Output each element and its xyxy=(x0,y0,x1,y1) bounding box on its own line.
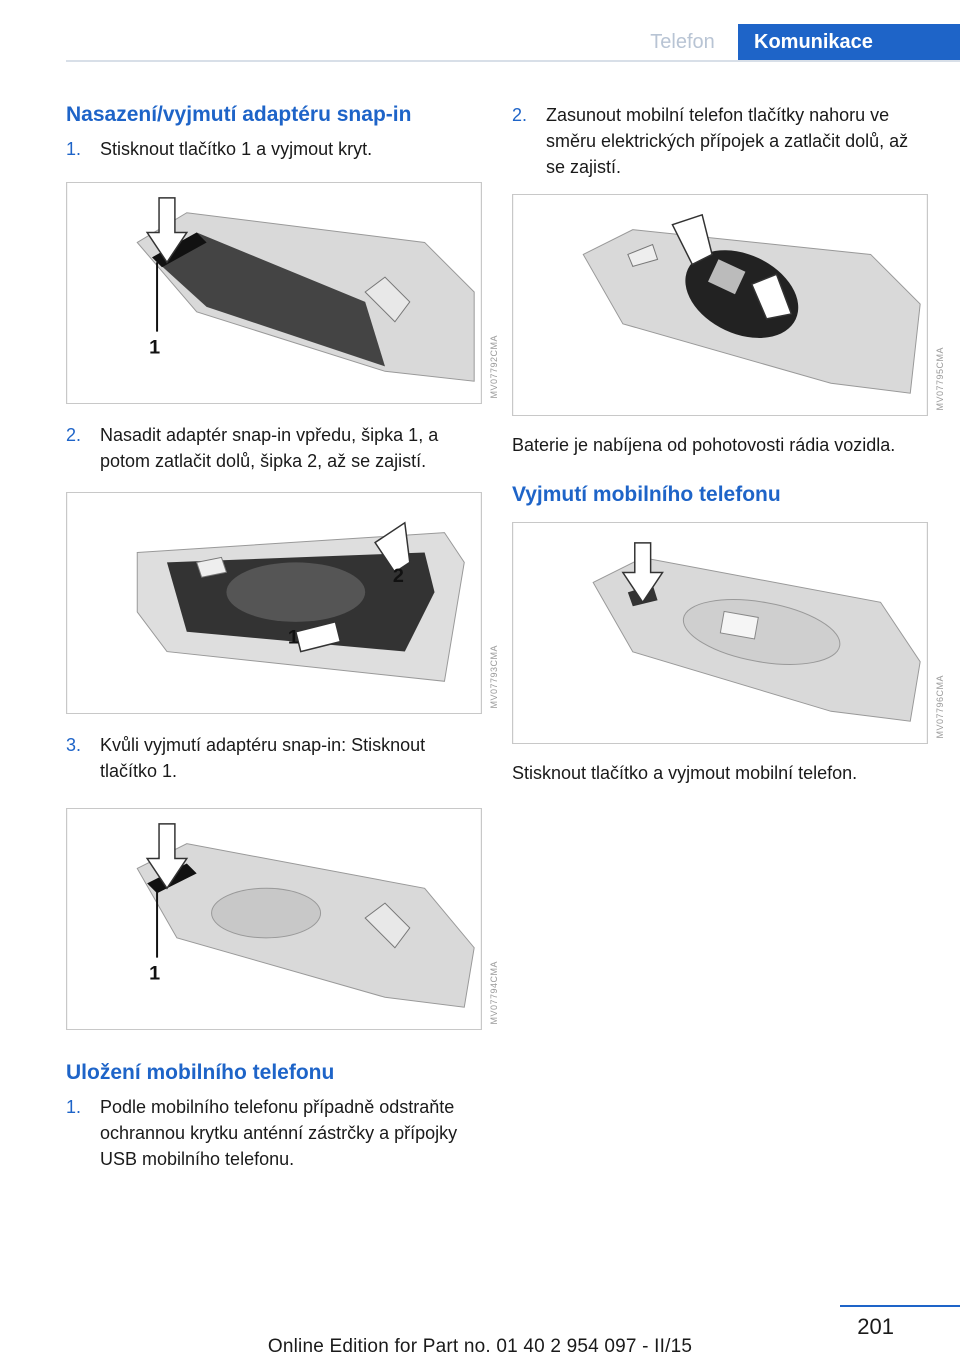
step-text: Zasunout mobilní telefon tlačítky nahoru ve směru elektrických přípojek a zatlačit dolů, až se zajistí. xyxy=(546,105,909,177)
right-column xyxy=(512,102,945,786)
tab-telefon[interactable]: Telefon xyxy=(650,31,715,53)
step-text: Nasadit adaptér snap-in vpředu, šipka 1, a potom zatlačit dolů, šipka 2, až se zajistí. xyxy=(100,425,439,471)
step-5 xyxy=(512,102,932,180)
figure-code: MV07793CMA xyxy=(489,645,499,709)
step-4 xyxy=(66,1094,486,1172)
tab-komunikace[interactable]: Komunikace xyxy=(738,24,960,60)
section-title-remove-phone: Vyjmutí mobilního telefonu xyxy=(512,483,781,506)
fig2-callout-1: 1 xyxy=(287,626,299,649)
step-3 xyxy=(66,732,486,784)
step-2 xyxy=(66,422,486,474)
section-title-snapin: Nasazení/vyjmutí adaptéru snap-in xyxy=(66,103,412,126)
step-number: 3. xyxy=(66,735,82,755)
step-number: 1. xyxy=(66,1097,82,1117)
step-text: Podle mobilního telefonu případně odstraňte ochrannou krytku anténní zástrčky a přípojky USB mobilního telefonu. xyxy=(100,1097,458,1169)
edition-line: Online Edition for Part no. 01 40 2 954 097 - II/15 xyxy=(267,1336,693,1357)
figure-code: MV07796CMA xyxy=(935,675,945,739)
fig2-callout-2: 2 xyxy=(392,565,404,588)
section-title-storage: Uložení mobilního telefonu xyxy=(66,1061,335,1084)
step-text: Stisknout tlačítko 1 a vyjmout kryt. xyxy=(100,139,373,159)
left-column xyxy=(66,100,499,1172)
remove-phone-instruction: Stisknout tlačítko a vyjmout mobilní telefon. xyxy=(512,763,858,783)
figure-code: MV07794CMA xyxy=(489,961,499,1025)
step-number: 1. xyxy=(66,139,82,159)
step-1 xyxy=(66,136,486,162)
figure-remove-cover xyxy=(66,182,499,404)
figure-remove-phone xyxy=(512,522,945,744)
phone-remove-illustration xyxy=(513,523,927,743)
step-number: 2. xyxy=(66,425,82,445)
step-text: Kvůli vyjmutí adaptéru snap-in: Stisknout tlačítko 1. xyxy=(100,735,426,781)
figure-insert-phone xyxy=(512,194,945,416)
header-rule xyxy=(66,60,960,62)
fig3-callout: 1 xyxy=(149,962,161,985)
figure-code: MV07792CMA xyxy=(489,335,499,399)
fig1-callout: 1 xyxy=(149,336,161,359)
phone-insert-illustration xyxy=(513,195,927,415)
footer-rule xyxy=(840,1305,960,1307)
figure-insert-adapter xyxy=(66,492,499,714)
figure-remove-adapter xyxy=(66,808,499,1030)
adapter-release-illustration xyxy=(67,809,481,1029)
page-number: 201 xyxy=(857,1314,894,1339)
figure-code: MV07795CMA xyxy=(935,347,945,411)
battery-note: Baterie je nabíjena od pohotovosti rádia vozidla. xyxy=(512,435,896,455)
cradle-illustration xyxy=(67,183,481,403)
step-number: 2. xyxy=(512,105,528,125)
adapter-illustration xyxy=(67,493,481,713)
